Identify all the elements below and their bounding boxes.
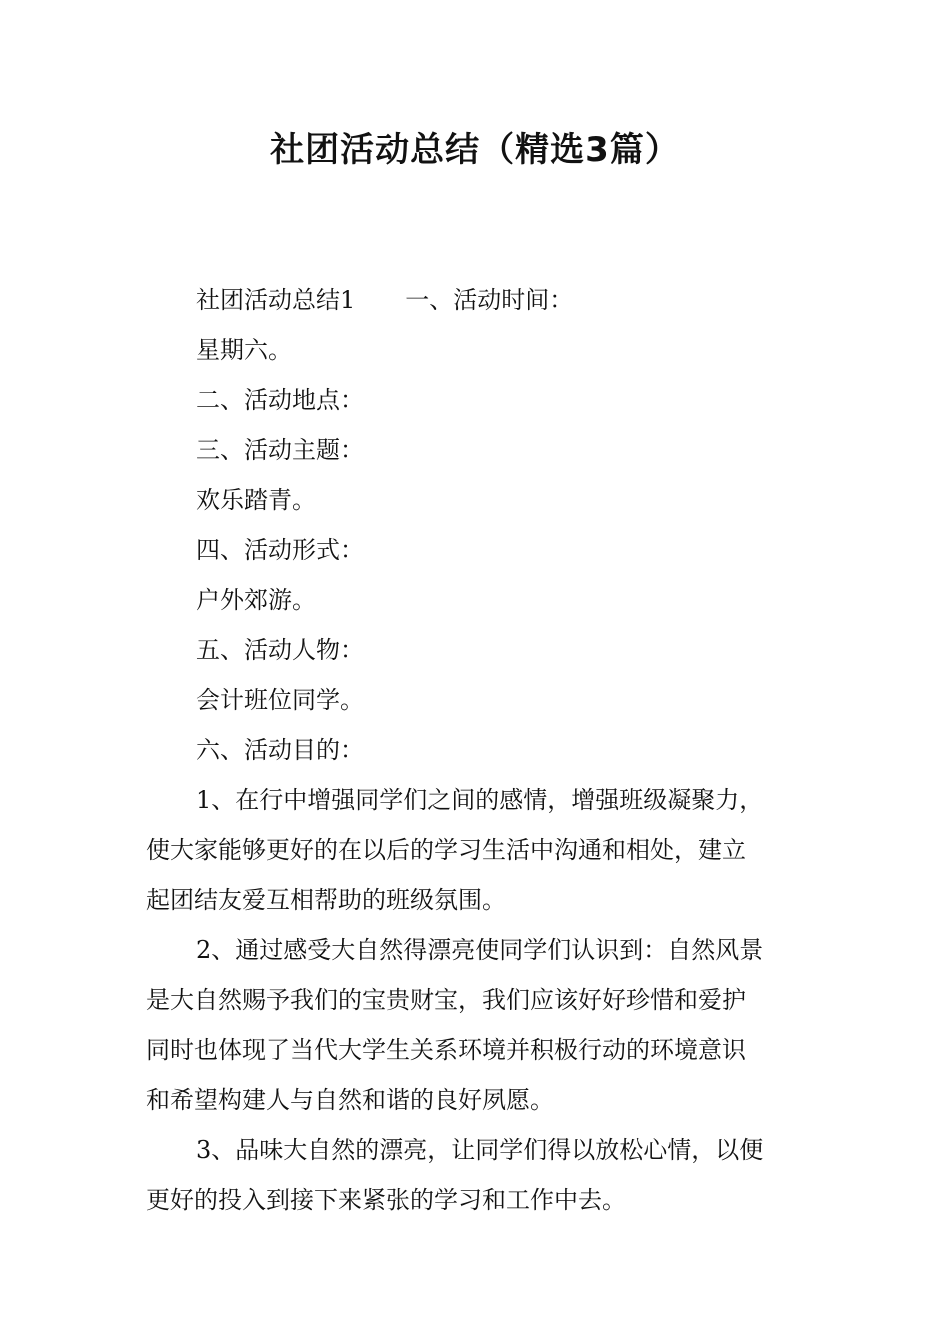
- section-purpose-label: 六、活动目的：: [196, 736, 364, 764]
- section-place-label: 二、活动地点：: [196, 386, 364, 414]
- heading-line: [196, 283, 573, 317]
- section-form-label: 四、活动形式：: [196, 536, 364, 564]
- section-time-label: 一、活动时间：: [405, 286, 574, 314]
- paragraph-1-line-3: 起团结友爱互相帮助的班级氛围。: [146, 886, 506, 914]
- section-theme-value: 欢乐踏青。: [196, 486, 316, 514]
- paragraph-3-line-2: 更好的投入到接下来紧张的学习和工作中去。: [146, 1186, 626, 1214]
- paragraph-2-line-4: 和希望构建人与自然和谐的良好夙愿。: [146, 1086, 554, 1114]
- section-people-value: 会计班位同学。: [196, 686, 364, 714]
- paragraph-1-line-1: 1、在行中增强同学们之间的感情，增强班级凝聚力，: [196, 786, 764, 814]
- document-title: 社团活动总结（精选3篇）: [270, 130, 680, 170]
- section-time-value: 星期六。: [196, 336, 292, 364]
- paragraph-2-line-1: 2、通过感受大自然得漂亮使同学们认识到：自然风景: [196, 936, 764, 964]
- paragraph-3-line-1: 3、品味大自然的漂亮，让同学们得以放松心情，以便: [196, 1136, 764, 1164]
- paragraph-2-line-2: 是大自然赐予我们的宝贵财宝，我们应该好好珍惜和爱护: [146, 986, 746, 1014]
- section-people-label: 五、活动人物：: [196, 636, 364, 664]
- section-theme-label: 三、活动主题：: [196, 436, 364, 464]
- section-form-value: 户外郊游。: [196, 586, 316, 614]
- paragraph-1-line-2: 使大家能够更好的在以后的学习生活中沟通和相处，建立: [146, 836, 746, 864]
- paragraph-2-line-3: 同时也体现了当代大学生关系环境并积极行动的环境意识: [146, 1036, 746, 1064]
- heading-label: 社团活动总结1: [196, 286, 356, 314]
